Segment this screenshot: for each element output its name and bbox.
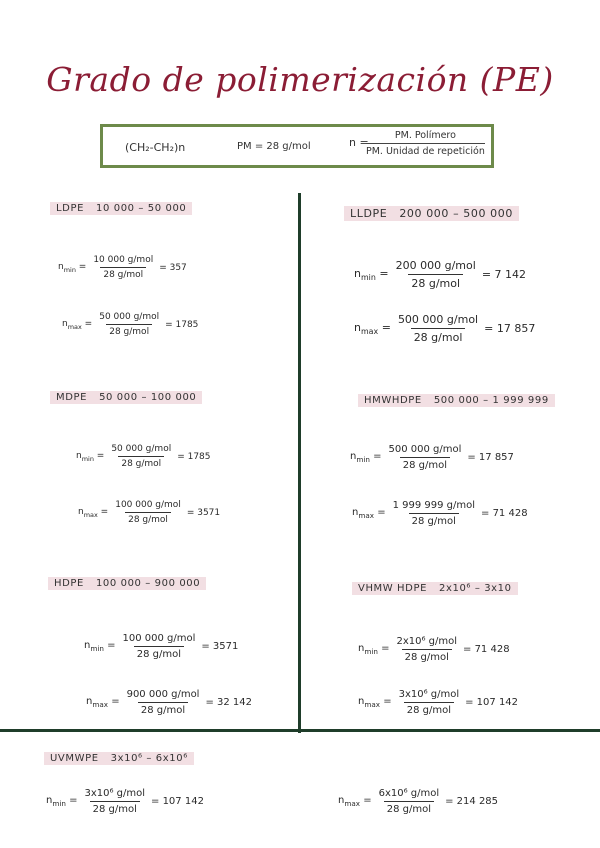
equation-n-max: $n_{max}$ = 500 000 g/mol 28 g/mol = 17 857 [354, 313, 536, 344]
section-tag-uvmwpe: UVMWPE 3x10⁶ – 6x10⁶ [44, 752, 194, 765]
equation-n-max: $n_{max}$ = 900 000 g/mol 28 g/mol = 32 142 [86, 689, 253, 716]
equation-n-min: $n_{min}$ = 500 000 g/mol 28 g/mol = 17 857 [350, 444, 514, 471]
fraction-denominator: PM. Unidad de repetición [366, 143, 485, 157]
equation-n-min: $n_{min}$ = 100 000 g/mol 28 g/mol = 3571 [84, 633, 239, 660]
equation-n-max: $n_{max}$ = 3x10⁶ g/mol 28 g/mol = 107 142 [358, 689, 519, 716]
molar-mass: PM = 28 g/mol [237, 141, 311, 152]
horizontal-divider [0, 729, 600, 732]
equation-n-max: $n_{max}$ = 1 999 999 g/mol 28 g/mol = 71 428 [352, 500, 528, 527]
equation-n-min: $n_{min}$ = 10 000 g/mol 28 g/mol = 357 [58, 255, 187, 280]
equation-n-min: $n_{min}$ = 200 000 g/mol 28 g/mol = 7 142 [354, 259, 527, 290]
section-tag-hdpe: HDPE 100 000 – 900 000 [48, 577, 206, 590]
section-tag-lldpe: LLDPE 200 000 – 500 000 [344, 206, 519, 221]
formula-box [100, 124, 494, 168]
equation-n-min: $n_{min}$ = 50 000 g/mol 28 g/mol = 1785 [76, 444, 211, 469]
section-tag-ldpe: LDPE 10 000 – 50 000 [50, 202, 192, 215]
vertical-divider [298, 193, 301, 733]
definition-fraction [366, 130, 485, 157]
section-tag-hmwhdpe: HMWHDPE 500 000 – 1 999 999 [358, 394, 555, 407]
equation-n-max: $n_{max}$ = 50 000 g/mol 28 g/mol = 1785 [62, 312, 199, 337]
equation-n-max: $n_{max}$ = 100 000 g/mol 28 g/mol = 3571 [78, 500, 221, 525]
equation-n-min: $n_{min}$ = 2x10⁶ g/mol 28 g/mol = 71 428 [358, 636, 510, 663]
equation-n-max: $n_{max}$ = 6x10⁶ g/mol 28 g/mol = 214 285 [338, 788, 499, 815]
equation-n-min: $n_{min}$ = 3x10⁶ g/mol 28 g/mol = 107 142 [46, 788, 204, 815]
fraction-numerator: PM. Polímero [394, 130, 456, 141]
page-title: Grado de polimerización (PE) [46, 60, 554, 99]
section-tag-vhmw-hdpe: VHMW HDPE 2x10⁶ – 3x10 [352, 582, 518, 595]
section-tag-mdpe: MDPE 50 000 – 100 000 [50, 391, 202, 404]
n-label: n = [349, 136, 369, 149]
repeat-unit: (CH₂-CH₂)n [125, 141, 186, 154]
